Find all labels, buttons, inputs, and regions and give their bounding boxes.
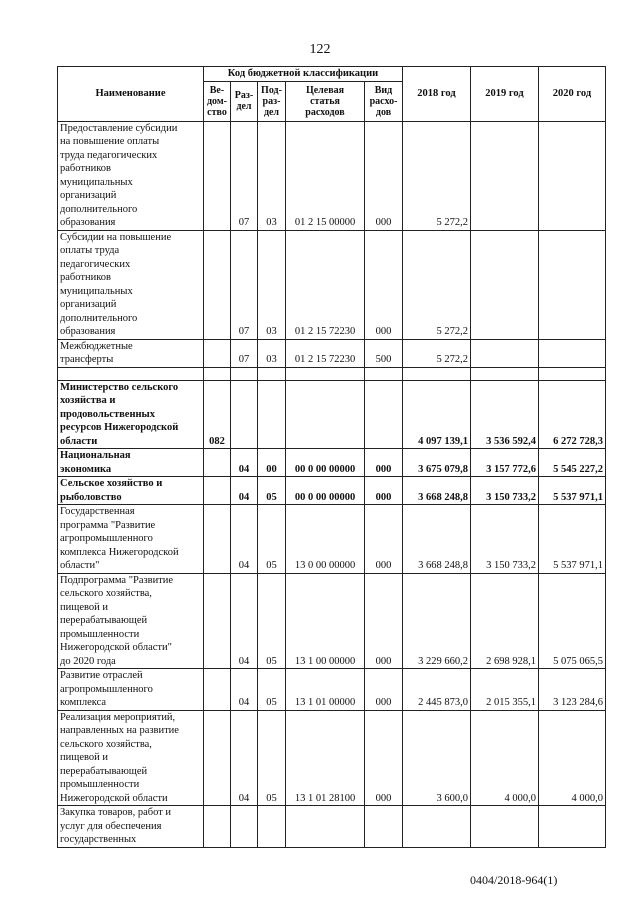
row-razdel: 07 bbox=[231, 339, 258, 367]
row-name: Закупка товаров, работ и услуг для обеспечения государственных bbox=[58, 806, 204, 848]
row-razdel: 04 bbox=[231, 449, 258, 477]
row-2020 bbox=[539, 339, 606, 367]
row-vid bbox=[365, 806, 403, 848]
table-row bbox=[58, 449, 606, 477]
row-2019: 3 157 772,6 bbox=[471, 449, 539, 477]
row-2018: 2 445 873,0 bbox=[403, 669, 471, 711]
row-name: Подпрограмма "Развитие сельского хозяйства, пищевой и перерабатывающей промышленности Нижегородской области" до 2020 года bbox=[58, 573, 204, 669]
row-name: Сельское хозяйство и рыболовство bbox=[58, 477, 204, 505]
row-razdel: 04 bbox=[231, 505, 258, 574]
row-2018: 5 272,2 bbox=[403, 230, 471, 339]
row-celevaya: 13 1 01 28100 bbox=[286, 710, 365, 806]
row-vid: 000 bbox=[365, 230, 403, 339]
row-2019: 4 000,0 bbox=[471, 710, 539, 806]
row-name: Предоставление субсидии на повышение оплаты труда педагогических работников муниципальных организаций дополнительного образования bbox=[58, 121, 204, 230]
page-number: 122 bbox=[309, 42, 331, 57]
row-podrazdel: 03 bbox=[258, 339, 286, 367]
row-podrazdel: 03 bbox=[258, 121, 286, 230]
table-row bbox=[58, 669, 606, 711]
budget-table bbox=[57, 66, 606, 848]
row-vid: 000 bbox=[365, 121, 403, 230]
row-2019 bbox=[471, 339, 539, 367]
row-vedomstvo bbox=[204, 505, 231, 574]
row-vid: 000 bbox=[365, 477, 403, 505]
row-celevaya: 13 1 01 00000 bbox=[286, 669, 365, 711]
row-2018: 5 272,2 bbox=[403, 121, 471, 230]
row-vedomstvo bbox=[204, 121, 231, 230]
row-podrazdel: 05 bbox=[258, 573, 286, 669]
header-year-2019: 2019 год bbox=[471, 67, 539, 122]
row-vid bbox=[365, 380, 403, 449]
row-vid: 000 bbox=[365, 669, 403, 711]
table-row bbox=[58, 477, 606, 505]
row-name: Государственная программа "Развитие агропромышленного комплекса Нижегородской области" bbox=[58, 505, 204, 574]
row-razdel: 04 bbox=[231, 477, 258, 505]
row-vid: 000 bbox=[365, 505, 403, 574]
row-celevaya: 01 2 15 72230 bbox=[286, 339, 365, 367]
row-razdel: 04 bbox=[231, 710, 258, 806]
row-name: Реализация мероприятий, направленных на развитие сельского хозяйства, пищевой и перерабатывающей промышленности Нижегородской области bbox=[58, 710, 204, 806]
row-2019: 3 150 733,2 bbox=[471, 505, 539, 574]
row-vid: 000 bbox=[365, 710, 403, 806]
row-2018: 3 600,0 bbox=[403, 710, 471, 806]
row-celevaya: 01 2 15 00000 bbox=[286, 121, 365, 230]
row-2020 bbox=[539, 121, 606, 230]
row-podrazdel: 05 bbox=[258, 505, 286, 574]
row-razdel bbox=[231, 380, 258, 449]
row-vid: 500 bbox=[365, 339, 403, 367]
row-podrazdel: 05 bbox=[258, 477, 286, 505]
row-vedomstvo bbox=[204, 669, 231, 711]
row-2019: 2 015 355,1 bbox=[471, 669, 539, 711]
row-celevaya bbox=[286, 380, 365, 449]
row-vedomstvo bbox=[204, 806, 231, 848]
row-name: Межбюджетные трансферты bbox=[58, 339, 204, 367]
header-vedomstvo: Ве- дом- ство bbox=[204, 81, 231, 121]
row-vedomstvo bbox=[204, 573, 231, 669]
header-celevaya-statya: Целевая статья расходов bbox=[286, 81, 365, 121]
header-podrazdel: Под- раз- дел bbox=[258, 81, 286, 121]
row-2018: 3 229 660,2 bbox=[403, 573, 471, 669]
row-name: Развитие отраслей агропромышленного комплекса bbox=[58, 669, 204, 711]
row-podrazdel bbox=[258, 806, 286, 848]
table-row bbox=[58, 573, 606, 669]
row-celevaya: 00 0 00 00000 bbox=[286, 449, 365, 477]
table-row bbox=[58, 806, 606, 848]
row-2019: 3 150 733,2 bbox=[471, 477, 539, 505]
row-razdel: 07 bbox=[231, 121, 258, 230]
table-row bbox=[58, 230, 606, 339]
table-row bbox=[58, 339, 606, 367]
row-2019: 3 536 592,4 bbox=[471, 380, 539, 449]
row-2020: 5 537 971,1 bbox=[539, 505, 606, 574]
row-2019 bbox=[471, 230, 539, 339]
row-vedomstvo bbox=[204, 477, 231, 505]
row-2020: 6 272 728,3 bbox=[539, 380, 606, 449]
row-vid: 000 bbox=[365, 449, 403, 477]
row-celevaya: 13 1 00 00000 bbox=[286, 573, 365, 669]
row-razdel: 04 bbox=[231, 669, 258, 711]
header-name: Наименование bbox=[58, 67, 204, 122]
row-vedomstvo bbox=[204, 230, 231, 339]
header-year-2020: 2020 год bbox=[539, 67, 606, 122]
header-budget-code-group: Код бюджетной классификации bbox=[204, 67, 403, 82]
row-name: Субсидии на повышение оплаты труда педагогических работников муниципальных организаций дополнительного образования bbox=[58, 230, 204, 339]
row-2019 bbox=[471, 806, 539, 848]
row-podrazdel bbox=[258, 380, 286, 449]
row-2018: 3 668 248,8 bbox=[403, 505, 471, 574]
row-celevaya: 01 2 15 72230 bbox=[286, 230, 365, 339]
row-vedomstvo bbox=[204, 339, 231, 367]
table-row bbox=[58, 380, 606, 449]
row-2019 bbox=[471, 121, 539, 230]
row-2020: 3 123 284,6 bbox=[539, 669, 606, 711]
row-2018: 5 272,2 bbox=[403, 339, 471, 367]
row-name: Национальная экономика bbox=[58, 449, 204, 477]
row-podrazdel: 00 bbox=[258, 449, 286, 477]
row-razdel: 07 bbox=[231, 230, 258, 339]
row-2020: 5 537 971,1 bbox=[539, 477, 606, 505]
document-code: 0404/2018-964(1) bbox=[470, 873, 558, 887]
row-2020 bbox=[539, 806, 606, 848]
row-2018: 3 668 248,8 bbox=[403, 477, 471, 505]
row-vedomstvo: 082 bbox=[204, 380, 231, 449]
row-2020: 4 000,0 bbox=[539, 710, 606, 806]
row-vid: 000 bbox=[365, 573, 403, 669]
row-2020: 5 545 227,2 bbox=[539, 449, 606, 477]
row-2020 bbox=[539, 230, 606, 339]
row-celevaya: 13 0 00 00000 bbox=[286, 505, 365, 574]
header-razdel: Раз- дел bbox=[231, 81, 258, 121]
row-podrazdel: 03 bbox=[258, 230, 286, 339]
table-row bbox=[58, 505, 606, 574]
row-podrazdel: 05 bbox=[258, 669, 286, 711]
row-razdel bbox=[231, 806, 258, 848]
row-2018 bbox=[403, 806, 471, 848]
row-2020: 5 075 065,5 bbox=[539, 573, 606, 669]
row-2018: 4 097 139,1 bbox=[403, 380, 471, 449]
row-podrazdel: 05 bbox=[258, 710, 286, 806]
header-year-2018: 2018 год bbox=[403, 67, 471, 122]
row-celevaya bbox=[286, 806, 365, 848]
empty-spacer-row bbox=[58, 367, 606, 380]
row-vedomstvo bbox=[204, 710, 231, 806]
table-row bbox=[58, 710, 606, 806]
row-razdel: 04 bbox=[231, 573, 258, 669]
row-celevaya: 00 0 00 00000 bbox=[286, 477, 365, 505]
row-2019: 2 698 928,1 bbox=[471, 573, 539, 669]
table-row bbox=[58, 121, 606, 230]
row-2018: 3 675 079,8 bbox=[403, 449, 471, 477]
row-vedomstvo bbox=[204, 449, 231, 477]
header-vid-raskhodov: Вид расхо- дов bbox=[365, 81, 403, 121]
row-name: Министерство сельского хозяйства и продовольственных ресурсов Нижегородской области bbox=[58, 380, 204, 449]
